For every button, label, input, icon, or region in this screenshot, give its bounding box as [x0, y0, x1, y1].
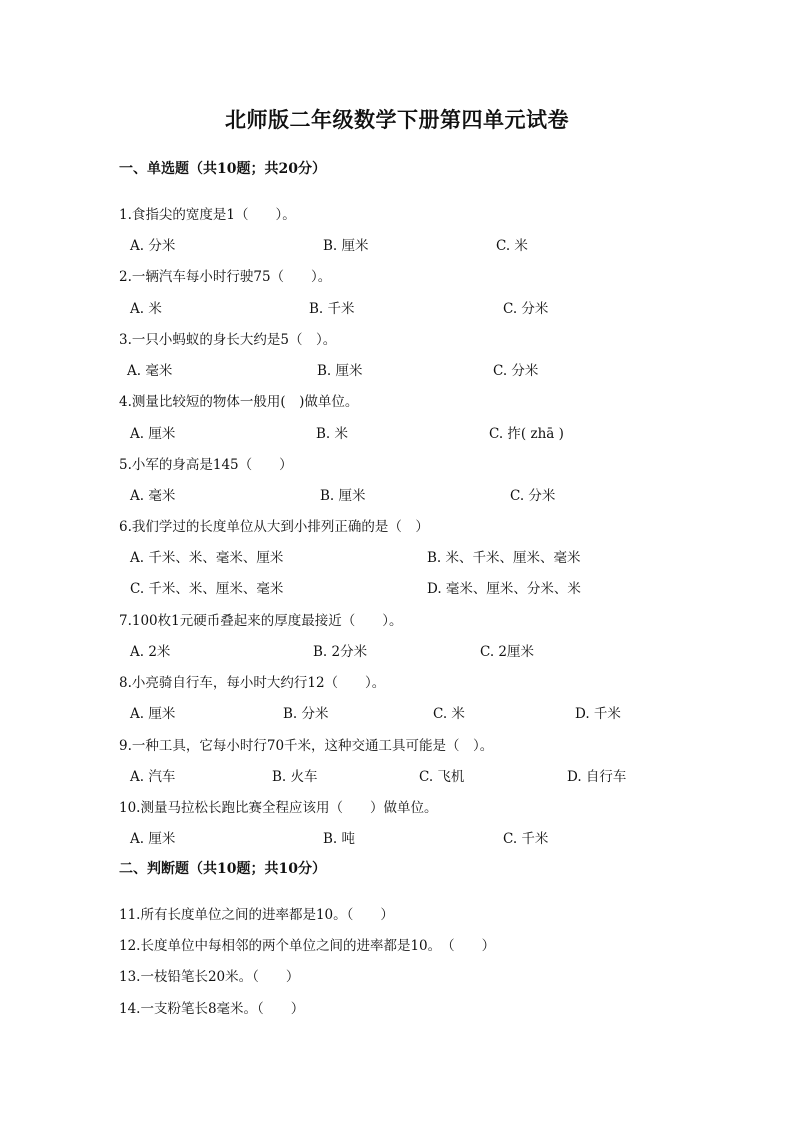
question-9: 9.一种工具，它每小时行70千米，这种交通工具可能是（ ）。 [119, 738, 494, 754]
page-title: 北师版二年级数学下册第四单元试卷 [225, 107, 569, 132]
question-14: 14.一支粉笔长8毫米。（ ） [119, 1001, 305, 1017]
question-1: 1.食指尖的宽度是1（ ）。 [119, 207, 296, 223]
q7-option-c: C. 2厘米 [480, 644, 535, 660]
q1-option-c: C. 米 [496, 238, 528, 254]
q2-option-a: A. 米 [130, 301, 162, 317]
question-4: 4.测量比较短的物体一般用( )做单位。 [119, 394, 359, 410]
q8-option-c: C. 米 [433, 706, 465, 722]
question-11: 11.所有长度单位之间的进率都是10。（ ） [119, 907, 394, 923]
q4-option-b: B. 米 [316, 426, 349, 442]
q6-option-a: A. 千米、米、毫米、厘米 [130, 550, 284, 566]
q9-option-a: A. 汽车 [130, 769, 176, 785]
q7-option-a: A. 2米 [130, 644, 171, 660]
question-5: 5.小军的身高是145（ ） [119, 457, 293, 473]
q6-option-d: D. 毫米、厘米、分米、米 [427, 581, 581, 597]
question-3: 3.一只小蚂蚁的身长大约是5（ ）。 [119, 332, 337, 348]
q3-option-b: B. 厘米 [317, 363, 363, 379]
q10-option-a: A. 厘米 [130, 831, 176, 847]
question-12: 12.长度单位中每相邻的两个单位之间的进率都是10。 （ ） [119, 938, 496, 954]
q10-option-c: C. 千米 [503, 831, 549, 847]
question-8: 8.小亮骑自行车，每小时大约行12（ ）。 [119, 675, 386, 691]
q9-option-d: D. 自行车 [567, 769, 627, 785]
question-13: 13.一枝铅笔长20米。（ ） [119, 969, 300, 985]
question-2: 2.一辆汽车每小时行驶75（ ）。 [119, 269, 332, 285]
q4-option-c: C. 拃( zhā ) [489, 426, 564, 442]
section-heading-single-choice: 一、单选题（共10题；共20分） [119, 161, 326, 177]
q5-option-a: A. 毫米 [130, 488, 176, 504]
q4-option-a: A. 厘米 [130, 426, 176, 442]
q9-option-b: B. 火车 [272, 769, 318, 785]
q10-option-b: B. 吨 [323, 831, 356, 847]
q3-option-c: C. 分米 [493, 363, 539, 379]
question-7: 7.100枚1元硬币叠起来的厚度最接近（ ）。 [119, 613, 403, 629]
q2-option-c: C. 分米 [503, 301, 549, 317]
q2-option-b: B. 千米 [309, 301, 355, 317]
q3-option-a: A. 毫米 [127, 363, 173, 379]
question-10: 10.测量马拉松长跑比赛全程应该用（ ）做单位。 [119, 800, 438, 816]
q8-option-d: D. 千米 [575, 706, 621, 722]
q1-option-b: B. 厘米 [323, 238, 369, 254]
q1-option-a: A. 分米 [130, 238, 176, 254]
q5-option-b: B. 厘米 [320, 488, 366, 504]
q8-option-b: B. 分米 [283, 706, 329, 722]
q9-option-c: C. 飞机 [419, 769, 465, 785]
question-6: 6.我们学过的长度单位从大到小排列正确的是（ ） [119, 519, 429, 535]
q7-option-b: B. 2分米 [313, 644, 368, 660]
q6-option-b: B. 米、千米、厘米、毫米 [427, 550, 581, 566]
q6-option-c: C. 千米、米、厘米、毫米 [130, 581, 284, 597]
q8-option-a: A. 厘米 [130, 706, 176, 722]
q5-option-c: C. 分米 [510, 488, 556, 504]
section-heading-true-false: 二、判断题（共10题；共10分） [119, 861, 326, 877]
